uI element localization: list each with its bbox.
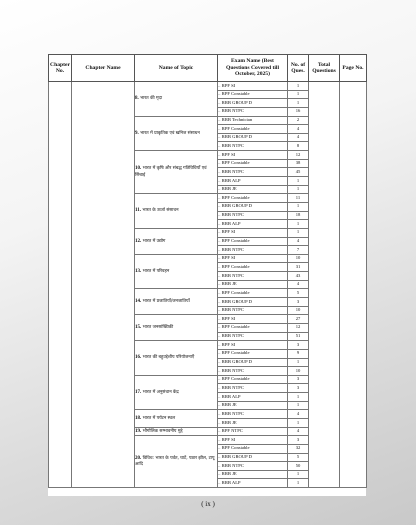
exam-cell xyxy=(218,82,288,91)
exam-cell xyxy=(218,323,288,332)
dash-bullet-icon: – xyxy=(218,108,221,114)
exam-name: RPF Constable xyxy=(221,289,250,295)
question-count-cell: 10 xyxy=(288,254,309,263)
exam-name: RRB ALP xyxy=(221,220,241,226)
question-count-cell: 31 xyxy=(288,263,309,272)
question-count-cell: 8 xyxy=(288,142,309,151)
topic-title: भारत की मृदा xyxy=(140,96,163,102)
dash-bullet-icon: – xyxy=(218,410,221,416)
exam-cell xyxy=(218,254,288,263)
exam-name: RPF Constable xyxy=(221,324,250,330)
dash-bullet-icon: – xyxy=(218,384,221,390)
header-total: Total Questions xyxy=(309,55,340,82)
exam-name: RRB GROUP D xyxy=(221,359,253,365)
question-count-cell: 3 xyxy=(288,341,309,350)
topic-title: भारत में पर्यटन स्थल xyxy=(142,415,176,421)
exam-name: RRB NTPC xyxy=(221,307,244,313)
exam-name: RRB GROUP D xyxy=(221,134,253,140)
chapter-no-cell xyxy=(49,82,72,488)
dash-bullet-icon: – xyxy=(218,160,221,166)
topic-title: भारत जनसांख्यिकी xyxy=(142,325,174,331)
exam-cell xyxy=(218,168,288,177)
question-count-cell: 1 xyxy=(288,177,309,186)
exam-name: RRB NTPC xyxy=(221,410,244,416)
exam-name: RRB JE xyxy=(221,471,237,477)
exam-cell xyxy=(218,358,288,367)
dash-bullet-icon: – xyxy=(218,393,221,399)
question-count-cell: 1 xyxy=(288,418,309,427)
dash-bullet-icon: – xyxy=(218,307,221,313)
topic-cell xyxy=(135,289,221,315)
total-questions-cell xyxy=(309,82,340,488)
question-count-cell: 5 xyxy=(288,289,309,298)
exam-name: RPF SI xyxy=(221,315,236,321)
question-count-cell: 9 xyxy=(288,349,309,358)
exam-name: RRB Technician xyxy=(221,117,253,123)
dash-bullet-icon: – xyxy=(218,376,221,382)
exam-name: RRB NTPC xyxy=(221,143,244,148)
exam-cell xyxy=(218,116,288,125)
dash-bullet-icon: – xyxy=(218,436,221,442)
exam-name: RPF SI xyxy=(221,436,236,442)
exam-name: RPF NTPC xyxy=(221,428,243,434)
dash-bullet-icon: – xyxy=(218,151,221,157)
exam-cell xyxy=(218,194,288,203)
dash-bullet-icon: – xyxy=(218,324,221,330)
topic-title: विविध: भारत के पर्वत, घाटें, पठार झील, टापू आदि xyxy=(135,455,215,468)
exam-cell xyxy=(218,125,288,134)
question-count-cell: 1 xyxy=(288,228,309,237)
exam-name: RRB NTPC xyxy=(221,168,244,174)
exam-cell xyxy=(218,375,288,384)
table-row xyxy=(49,82,367,91)
question-count-cell: 4 xyxy=(288,133,309,142)
exam-name: RRB GROUP D xyxy=(221,99,253,105)
dash-bullet-icon: – xyxy=(218,289,221,295)
dash-bullet-icon: – xyxy=(218,333,221,339)
exam-cell xyxy=(218,99,288,108)
topic-cell xyxy=(135,436,221,488)
dash-bullet-icon: – xyxy=(218,186,221,192)
dash-bullet-icon: – xyxy=(218,220,221,226)
question-count-cell: 18 xyxy=(288,211,309,220)
exam-cell xyxy=(218,90,288,99)
dash-bullet-icon: – xyxy=(218,238,221,244)
topic-cell xyxy=(135,375,221,410)
dash-bullet-icon: – xyxy=(218,134,221,140)
header-row xyxy=(49,55,367,82)
topic-number: 10. xyxy=(135,166,142,172)
exam-cell xyxy=(218,367,288,376)
exam-name: RRB JE xyxy=(221,402,237,408)
exam-cell xyxy=(218,453,288,462)
topic-number: 14. xyxy=(135,299,142,305)
exam-name: RPF SI xyxy=(221,151,236,157)
question-count-cell: 51 xyxy=(288,332,309,341)
dash-bullet-icon: – xyxy=(218,91,221,97)
question-count-cell: 10 xyxy=(288,306,309,315)
question-count-cell: 27 xyxy=(288,315,309,324)
question-count-cell: 3 xyxy=(288,384,309,393)
question-count-cell: 10 xyxy=(288,367,309,376)
topic-number: 17. xyxy=(135,389,142,395)
topic-title: भारत के ऊर्जा संसाधन xyxy=(142,208,179,214)
exam-cell xyxy=(218,306,288,315)
exam-cell xyxy=(218,185,288,194)
exam-cell xyxy=(218,177,288,186)
exam-name: RRB NTPC xyxy=(221,108,244,114)
topic-cell xyxy=(135,82,221,117)
exam-cell xyxy=(218,159,288,168)
exam-name: RPF SI xyxy=(221,229,236,235)
exam-cell xyxy=(218,393,288,402)
dash-bullet-icon: – xyxy=(218,263,221,269)
dash-bullet-icon: – xyxy=(218,471,221,477)
topic-number: 18. xyxy=(135,415,142,421)
exam-name: RRB NTPC xyxy=(221,384,244,390)
exam-name: RPF SI xyxy=(221,255,236,261)
topic-number: 19. xyxy=(135,428,142,434)
dash-bullet-icon: – xyxy=(218,350,221,356)
dash-bullet-icon: – xyxy=(218,428,221,434)
dash-bullet-icon: – xyxy=(218,229,221,235)
dash-bullet-icon: – xyxy=(218,246,221,252)
question-count-cell: 7 xyxy=(288,246,309,255)
question-count-cell: 38 xyxy=(288,159,309,168)
dash-bullet-icon: – xyxy=(218,212,221,218)
header-chapter-name: Chapter Name xyxy=(72,55,135,82)
topic-cell xyxy=(135,315,221,341)
question-count-cell: 1 xyxy=(288,393,309,402)
question-count-cell: 3 xyxy=(288,436,309,445)
question-count-cell: 1 xyxy=(288,99,309,108)
topic-cell xyxy=(135,341,221,376)
topic-cell xyxy=(135,194,221,229)
question-count-cell: 32 xyxy=(288,444,309,453)
dash-bullet-icon: – xyxy=(218,272,221,278)
exam-cell xyxy=(218,298,288,307)
exam-name: RRB NTPC xyxy=(221,212,244,218)
topic-title: भारत में प्राकृतिक एवं खनिज संसाधन xyxy=(140,130,200,136)
exam-name: RPF Constable xyxy=(221,125,250,131)
exam-cell xyxy=(218,479,288,488)
exam-name: RRB ALP xyxy=(221,177,241,183)
exam-name: RRB JE xyxy=(221,281,237,287)
chapter-name-cell xyxy=(72,82,135,488)
exam-name: RRB NTPC xyxy=(221,367,244,373)
topic-title: भारत में प्रजातियाँ/जनजातियाँ xyxy=(142,299,190,305)
dash-bullet-icon: – xyxy=(218,125,221,131)
exam-name: RRB JE xyxy=(221,419,237,425)
exam-name: RRB ALP xyxy=(221,479,241,485)
exam-name: RRB NTPC xyxy=(221,272,244,278)
dash-bullet-icon: – xyxy=(218,255,221,261)
header-topic: Name of Topic xyxy=(135,55,218,82)
exam-name: RPF Constable xyxy=(221,263,250,269)
exam-cell xyxy=(218,272,288,281)
exam-cell xyxy=(218,263,288,272)
topic-number: 9. xyxy=(135,130,139,136)
dash-bullet-icon: – xyxy=(218,168,221,174)
dash-bullet-icon: – xyxy=(218,341,221,347)
contents-table xyxy=(48,54,367,488)
header-ques: No. of Ques. xyxy=(288,55,309,82)
dash-bullet-icon: – xyxy=(218,315,221,321)
exam-name: RRB NTPC xyxy=(221,246,244,252)
exam-cell xyxy=(218,418,288,427)
exam-cell xyxy=(218,133,288,142)
exam-name: RRB NTPC xyxy=(221,462,244,468)
dash-bullet-icon: – xyxy=(218,82,221,88)
dash-bullet-icon: – xyxy=(218,117,221,123)
exam-cell xyxy=(218,315,288,324)
dash-bullet-icon: – xyxy=(218,359,221,365)
exam-cell xyxy=(218,228,288,237)
question-count-cell: 50 xyxy=(288,462,309,471)
exam-name: RRB NTPC xyxy=(221,333,244,339)
question-count-cell: 3 xyxy=(288,298,309,307)
exam-name: RPF Constable xyxy=(221,238,250,244)
exam-name: RPF Constable xyxy=(221,160,250,166)
question-count-cell: 1 xyxy=(288,82,309,91)
dash-bullet-icon: – xyxy=(218,367,221,373)
exam-cell xyxy=(218,427,288,436)
topic-cell xyxy=(135,228,221,254)
topic-title: भारत की बहुउद्देशीय परियोजनाएँ xyxy=(142,355,195,361)
dash-bullet-icon: – xyxy=(218,177,221,183)
header-page: Page No. xyxy=(340,55,367,82)
question-count-cell: 43 xyxy=(288,272,309,281)
exam-cell xyxy=(218,289,288,298)
dash-bullet-icon: – xyxy=(218,454,221,460)
topic-title: भारत में परिवहन xyxy=(142,268,170,274)
question-count-cell: 5 xyxy=(288,453,309,462)
question-count-cell: 45 xyxy=(288,168,309,177)
exam-cell xyxy=(218,341,288,350)
question-count-cell: 3 xyxy=(288,375,309,384)
page-no-cell xyxy=(340,82,367,488)
topic-number: 11. xyxy=(135,208,141,214)
exam-name: RPF Constable xyxy=(221,445,250,451)
exam-cell xyxy=(218,142,288,151)
topic-number: 20. xyxy=(135,455,142,461)
exam-name: RRB JE xyxy=(221,186,237,192)
exam-name: RPF SI xyxy=(221,341,236,347)
question-count-cell: 12 xyxy=(288,323,309,332)
question-count-cell: 4 xyxy=(288,410,309,419)
exam-cell xyxy=(218,410,288,419)
question-count-cell: 1 xyxy=(288,358,309,367)
exam-cell xyxy=(218,237,288,246)
exam-cell xyxy=(218,384,288,393)
question-count-cell: 12 xyxy=(288,151,309,160)
question-count-cell: 1 xyxy=(288,401,309,410)
topic-cell xyxy=(135,254,221,289)
exam-name: RRB ALP xyxy=(221,393,241,399)
exam-cell xyxy=(218,470,288,479)
topic-title: भारत में कृषि और संबद्ध गतिविधियाँ एवं सिंचाई xyxy=(135,166,207,178)
dash-bullet-icon: – xyxy=(218,402,221,408)
question-count-cell: 1 xyxy=(288,202,309,211)
dash-bullet-icon: – xyxy=(218,479,221,485)
dash-bullet-icon: – xyxy=(218,203,221,209)
exam-name: RPF Constable xyxy=(221,91,250,97)
exam-cell xyxy=(218,349,288,358)
dash-bullet-icon: – xyxy=(218,143,221,148)
topic-number: 13. xyxy=(135,268,142,274)
header-chapter-no: Chapter No. xyxy=(49,55,72,82)
question-count-cell: 4 xyxy=(288,125,309,134)
question-count-cell: 1 xyxy=(288,479,309,488)
question-count-cell: 1 xyxy=(288,185,309,194)
question-count-cell: 16 xyxy=(288,107,309,116)
topic-title: भौगोलिक सम्भावनीय मुद्दे xyxy=(142,428,183,434)
exam-cell xyxy=(218,202,288,211)
exam-name: RPF Constable xyxy=(221,194,250,200)
exam-cell xyxy=(218,211,288,220)
topic-cell xyxy=(135,410,221,427)
topic-number: 15. xyxy=(135,325,142,331)
header-exam: Exam Name (Best Questions Covered till October, 2025) xyxy=(218,55,288,82)
dash-bullet-icon: – xyxy=(218,445,221,451)
exam-cell xyxy=(218,462,288,471)
exam-name: RPF Constable xyxy=(221,376,250,382)
topic-cell xyxy=(135,427,221,436)
question-count-cell: 4 xyxy=(288,237,309,246)
dash-bullet-icon: – xyxy=(218,419,221,425)
dash-bullet-icon: – xyxy=(218,281,221,287)
exam-cell xyxy=(218,436,288,445)
topic-cell xyxy=(135,151,221,194)
topic-title: भारत में उद्योग xyxy=(142,238,166,244)
dash-bullet-icon: – xyxy=(218,462,221,468)
question-count-cell: 1 xyxy=(288,470,309,479)
dash-bullet-icon: – xyxy=(218,194,221,200)
topic-title: भारत में अनुसंधान केंद्र xyxy=(142,389,179,395)
exam-name: RPF SI xyxy=(221,82,236,88)
question-count-cell: 1 xyxy=(288,220,309,229)
exam-name: RRB GROUP D xyxy=(221,454,253,460)
exam-cell xyxy=(218,401,288,410)
exam-cell xyxy=(218,280,288,289)
exam-cell xyxy=(218,332,288,341)
exam-cell xyxy=(218,444,288,453)
exam-name: RRB GROUP D xyxy=(221,203,253,209)
exam-cell xyxy=(218,107,288,116)
page-number-footer: ( ix ) xyxy=(201,500,215,508)
topic-number: 12. xyxy=(135,238,142,244)
exam-name: RPF Constable xyxy=(221,350,250,356)
exam-cell xyxy=(218,151,288,160)
exam-cell xyxy=(218,246,288,255)
topic-number: 16. xyxy=(135,355,142,361)
dash-bullet-icon: – xyxy=(218,298,221,304)
topic-cell xyxy=(135,116,221,151)
exam-cell xyxy=(218,220,288,229)
question-count-cell: 2 xyxy=(288,116,309,125)
question-count-cell: 4 xyxy=(288,427,309,436)
question-count-cell: 11 xyxy=(288,194,309,203)
question-count-cell: 1 xyxy=(288,90,309,99)
topic-number: 8. xyxy=(135,96,139,102)
dash-bullet-icon: – xyxy=(218,99,221,105)
question-count-cell: 4 xyxy=(288,280,309,289)
exam-name: RRB GROUP D xyxy=(221,298,253,304)
